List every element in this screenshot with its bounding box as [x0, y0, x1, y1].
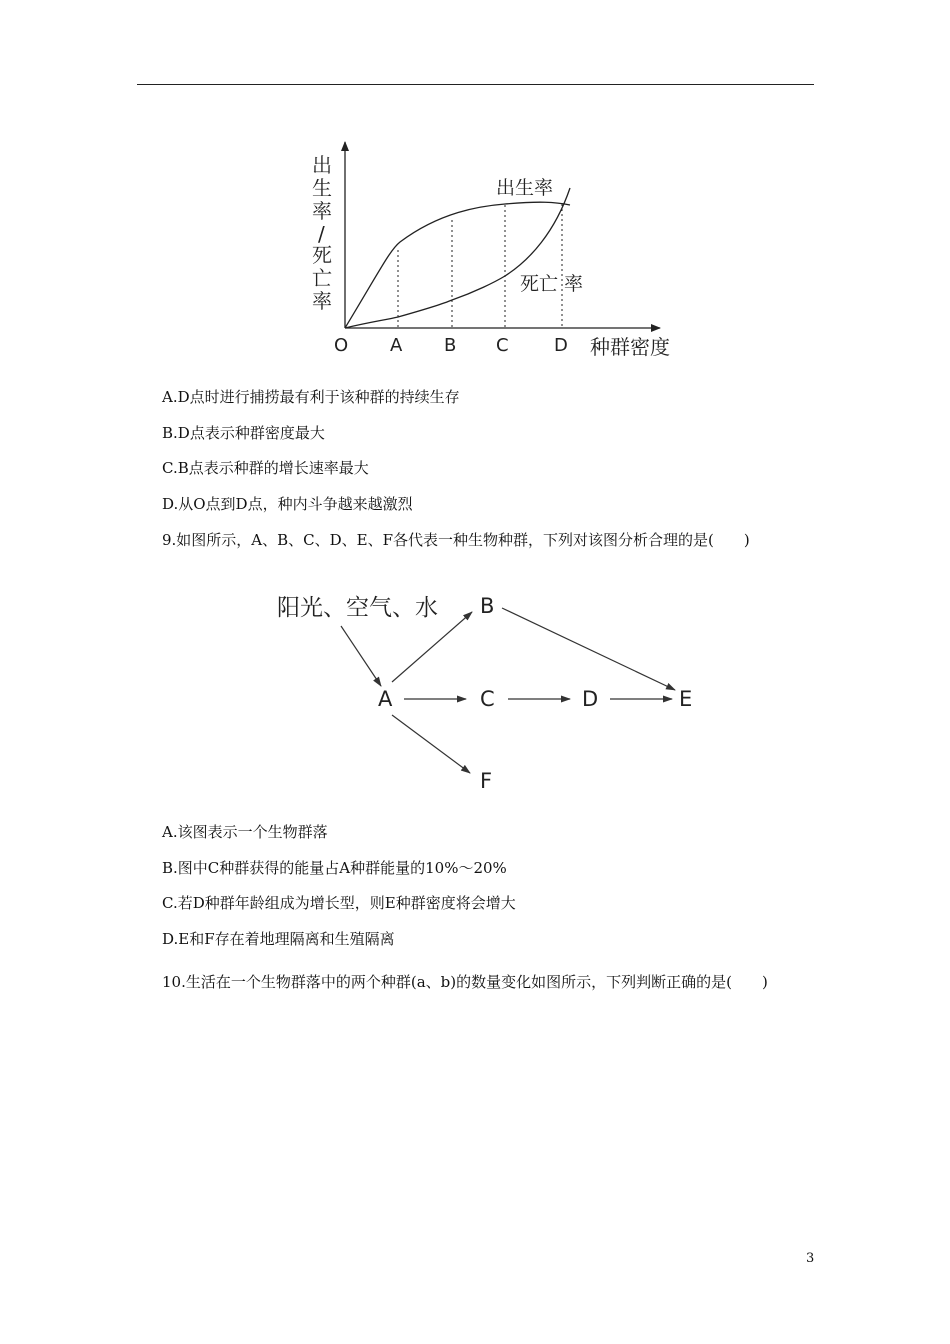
- node-f: F: [480, 769, 493, 793]
- death-rate-label: 死亡 率: [520, 273, 584, 295]
- death-rate-curve: [345, 188, 570, 328]
- node-a: A: [378, 687, 393, 711]
- q9-option-a: A.该图表示一个生物群落: [162, 823, 328, 841]
- y-axis-label: [312, 153, 332, 313]
- y-label-char: /: [318, 222, 325, 246]
- birth-death-rate-figure: [0, 0, 950, 370]
- abiotic-factors-label: 阳光、空气、水: [277, 595, 438, 621]
- arrow-b-to-e: [502, 608, 675, 690]
- q9-stem: 9.如图所示，A、B、C、D、E、F各代表一种生物种群，下列对该图分析合理的是( ): [162, 531, 750, 549]
- q9-option-c: C.若D种群年龄组成为增长型，则E种群密度将会增大: [162, 894, 516, 912]
- page-number: 3: [806, 1251, 815, 1266]
- node-c: C: [480, 687, 495, 711]
- y-label-char: 生: [312, 176, 332, 200]
- q8-option-c: C.B点表示种群的增长速率最大: [162, 459, 369, 477]
- q8-option-d: D.从O点到D点，种内斗争越来越激烈: [162, 495, 413, 513]
- arrow-a-to-b: [392, 612, 472, 682]
- food-web-figure: [0, 570, 950, 830]
- node-e: E: [679, 687, 693, 711]
- node-d: D: [582, 687, 599, 711]
- tick-label-b: B: [444, 335, 457, 356]
- q8-option-b: B.D点表示种群密度最大: [162, 424, 325, 442]
- tick-label-d: D: [554, 335, 568, 356]
- origin-label: O: [334, 335, 349, 356]
- tick-label-a: A: [390, 335, 403, 356]
- birth-rate-label: 出生率: [496, 177, 554, 199]
- q9-option-b: B.图中C种群获得的能量占A种群能量的10%～20%: [162, 859, 507, 877]
- birth-rate-curve: [345, 202, 570, 328]
- y-label-char: 出: [312, 153, 332, 177]
- tick-label-c: C: [496, 335, 509, 356]
- y-label-char: 死: [312, 243, 332, 267]
- q10-stem: 10.生活在一个生物群落中的两个种群(a、b)的数量变化如图所示，下列判断正确的是( ): [162, 973, 768, 991]
- q9-option-d: D.E和F存在着地理隔离和生殖隔离: [162, 930, 395, 948]
- y-label-char: 率: [312, 289, 332, 313]
- node-b: B: [480, 594, 495, 618]
- x-axis-label: 种群密度: [590, 335, 670, 359]
- q8-option-a: A.D点时进行捕捞最有利于该种群的持续生存: [162, 388, 460, 406]
- arrow-source-to-a: [341, 626, 381, 686]
- y-label-char: 亡: [312, 266, 332, 290]
- arrow-a-to-f: [392, 715, 470, 773]
- y-label-char: 率: [312, 199, 332, 223]
